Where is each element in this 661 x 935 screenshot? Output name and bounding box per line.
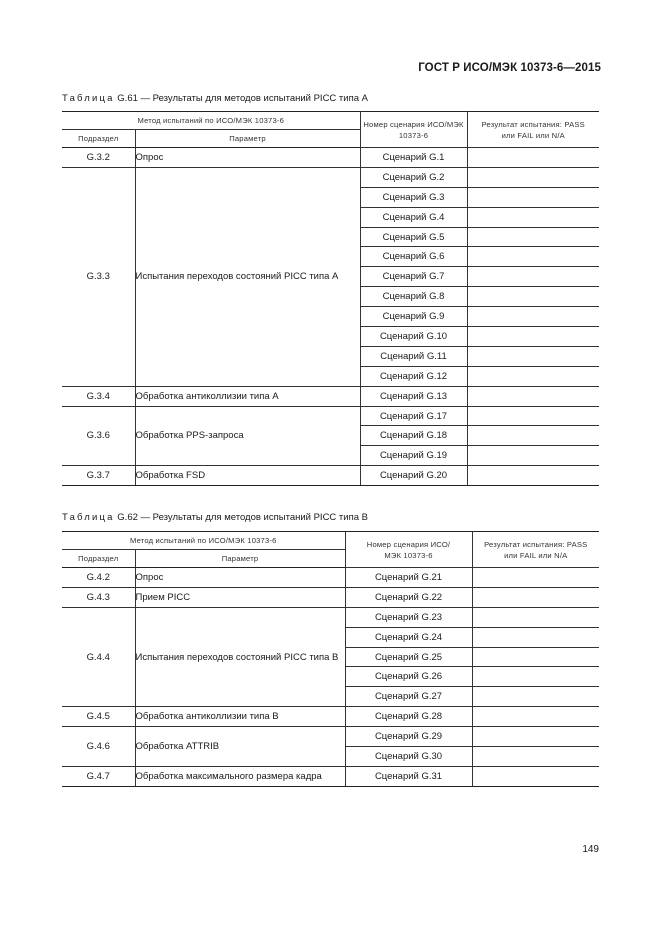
table-caption-1 — [62, 93, 368, 104]
result-cell[interactable] — [472, 587, 599, 607]
table-row — [62, 167, 599, 187]
results-table-type-a — [62, 111, 599, 486]
parameter-cell: Обработка ATTRIB — [135, 727, 345, 767]
scenario-cell: Сценарий G.10 — [360, 327, 467, 347]
result-cell[interactable] — [472, 667, 599, 687]
table-row — [62, 148, 599, 168]
scenario-cell: Сценарий G.1 — [360, 148, 467, 168]
subsection-cell: G.4.5 — [62, 707, 135, 727]
subsection-cell: G.3.6 — [62, 406, 135, 466]
table-row — [62, 386, 599, 406]
header-parameter: Параметр — [135, 130, 360, 148]
parameter-cell: Обработка максимального размера кадра — [135, 766, 345, 786]
scenario-cell: Сценарий G.5 — [360, 227, 467, 247]
scenario-cell: Сценарий G.27 — [345, 687, 472, 707]
scenario-cell: Сценарий G.6 — [360, 247, 467, 267]
subsection-cell: G.3.7 — [62, 466, 135, 486]
result-cell[interactable] — [472, 687, 599, 707]
subsection-cell: G.4.7 — [62, 766, 135, 786]
result-cell[interactable] — [467, 406, 599, 426]
header-scenario: Номер сценария ИСО/МЭК 10373-6 — [345, 532, 472, 568]
scenario-cell: Сценарий G.19 — [360, 446, 467, 466]
scenario-cell: Сценарий G.7 — [360, 267, 467, 287]
subsection-cell: G.4.3 — [62, 587, 135, 607]
table-caption-2 — [62, 512, 368, 523]
result-cell[interactable] — [472, 707, 599, 727]
table-row — [62, 766, 599, 786]
parameter-cell: Испытания переходов состояний PICC типа A — [135, 167, 360, 386]
result-cell[interactable] — [472, 727, 599, 747]
table-row — [62, 587, 599, 607]
subsection-cell: G.4.6 — [62, 727, 135, 767]
subsection-cell: G.3.2 — [62, 148, 135, 168]
subsection-cell: G.4.4 — [62, 607, 135, 706]
header-result: Результат испытания: PASS или FAIL или N/A — [472, 532, 599, 568]
header-result: Результат испытания: PASS или FAIL или N/A — [467, 112, 599, 148]
subsection-cell: G.3.4 — [62, 386, 135, 406]
scenario-cell: Сценарий G.25 — [345, 647, 472, 667]
result-cell[interactable] — [472, 607, 599, 627]
parameter-cell: Опрос — [135, 568, 345, 588]
table-row — [62, 406, 599, 426]
table-row — [62, 727, 599, 747]
scenario-cell: Сценарий G.30 — [345, 747, 472, 767]
scenario-cell: Сценарий G.18 — [360, 426, 467, 446]
header-method: Метод испытаний по ИСО/МЭК 10373-6 — [62, 532, 345, 550]
parameter-cell: Обработка антиколлизии типа B — [135, 707, 345, 727]
result-cell[interactable] — [467, 247, 599, 267]
result-cell[interactable] — [467, 426, 599, 446]
subsection-cell: G.3.3 — [62, 167, 135, 386]
result-cell[interactable] — [467, 227, 599, 247]
parameter-cell: Обработка PPS-запроса — [135, 406, 360, 466]
scenario-cell: Сценарий G.21 — [345, 568, 472, 588]
table-row — [62, 607, 599, 627]
result-cell[interactable] — [467, 267, 599, 287]
header-method: Метод испытаний по ИСО/МЭК 10373-6 — [62, 112, 360, 130]
caption-prefix: Таблица — [62, 512, 115, 523]
parameter-cell: Прием PICC — [135, 587, 345, 607]
header-scenario: Номер сценария ИСО/МЭК 10373-6 — [360, 112, 467, 148]
scenario-cell: Сценарий G.12 — [360, 366, 467, 386]
result-cell[interactable] — [472, 568, 599, 588]
scenario-cell: Сценарий G.4 — [360, 207, 467, 227]
result-cell[interactable] — [467, 466, 599, 486]
result-cell[interactable] — [467, 148, 599, 168]
parameter-cell: Обработка антиколлизии типа A — [135, 386, 360, 406]
caption-text: G.61 — Результаты для методов испытаний PICC типа A — [114, 93, 368, 104]
results-table-type-b — [62, 531, 599, 787]
result-cell[interactable] — [467, 366, 599, 386]
scenario-cell: Сценарий G.26 — [345, 667, 472, 687]
result-cell[interactable] — [472, 647, 599, 667]
scenario-cell: Сценарий G.17 — [360, 406, 467, 426]
scenario-cell: Сценарий G.2 — [360, 167, 467, 187]
scenario-cell: Сценарий G.13 — [360, 386, 467, 406]
scenario-cell: Сценарий G.11 — [360, 346, 467, 366]
scenario-cell: Сценарий G.29 — [345, 727, 472, 747]
scenario-cell: Сценарий G.9 — [360, 307, 467, 327]
scenario-cell: Сценарий G.20 — [360, 466, 467, 486]
header-subsection: Подраздел — [62, 550, 135, 568]
table-row — [62, 707, 599, 727]
caption-prefix: Таблица — [62, 93, 115, 104]
header-parameter: Параметр — [135, 550, 345, 568]
parameter-cell: Испытания переходов состояний PICC типа B — [135, 607, 345, 706]
result-cell[interactable] — [467, 287, 599, 307]
table-row — [62, 568, 599, 588]
result-cell[interactable] — [467, 207, 599, 227]
result-cell[interactable] — [467, 327, 599, 347]
parameter-cell: Опрос — [135, 148, 360, 168]
result-cell[interactable] — [467, 167, 599, 187]
table-row — [62, 466, 599, 486]
result-cell[interactable] — [472, 747, 599, 767]
result-cell[interactable] — [467, 446, 599, 466]
page-number: 149 — [582, 844, 599, 855]
scenario-cell: Сценарий G.8 — [360, 287, 467, 307]
result-cell[interactable] — [467, 346, 599, 366]
parameter-cell: Обработка FSD — [135, 466, 360, 486]
result-cell[interactable] — [472, 766, 599, 786]
result-cell[interactable] — [467, 386, 599, 406]
scenario-cell: Сценарий G.3 — [360, 187, 467, 207]
scenario-cell: Сценарий G.22 — [345, 587, 472, 607]
subsection-cell: G.4.2 — [62, 568, 135, 588]
scenario-cell: Сценарий G.24 — [345, 627, 472, 647]
caption-text: G.62 — Результаты для методов испытаний PICC типа B — [114, 512, 368, 523]
scenario-cell: Сценарий G.28 — [345, 707, 472, 727]
header-subsection: Подраздел — [62, 130, 135, 148]
result-cell[interactable] — [472, 627, 599, 647]
scenario-cell: Сценарий G.23 — [345, 607, 472, 627]
scenario-cell: Сценарий G.31 — [345, 766, 472, 786]
standard-header: ГОСТ Р ИСО/МЭК 10373-6—2015 — [418, 62, 601, 74]
result-cell[interactable] — [467, 307, 599, 327]
result-cell[interactable] — [467, 187, 599, 207]
